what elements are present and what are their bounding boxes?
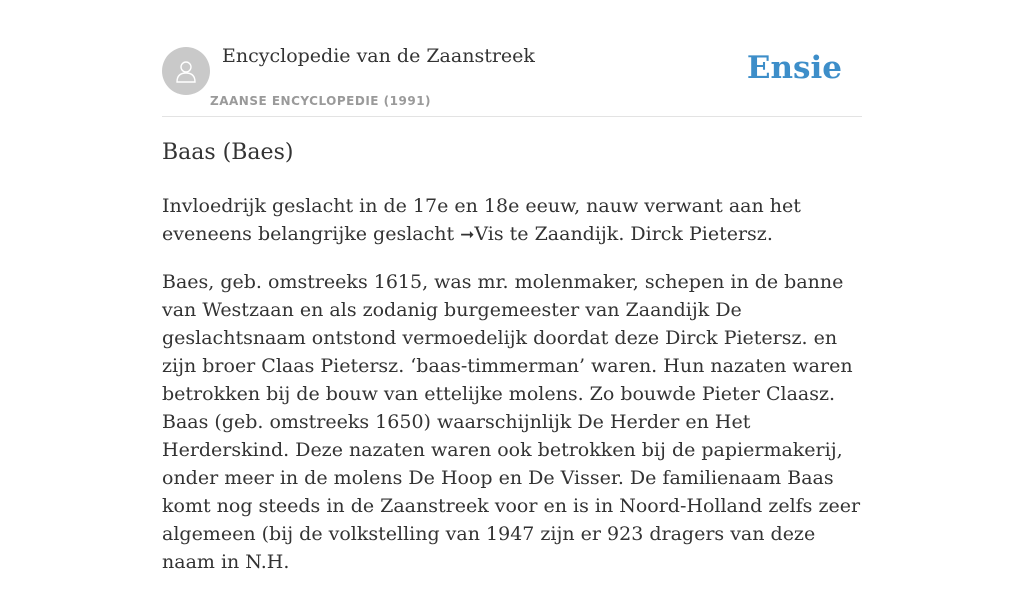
book-header (162, 0, 862, 117)
avatar[interactable] (162, 47, 210, 95)
user-icon (172, 57, 200, 85)
paragraph-1-text: Invloedrijk geslacht in de 17e en 18e eeuw, nauw verwant aan het eveneens belangrijke geslacht (162, 195, 801, 245)
brand-logo[interactable]: Ensie (746, 50, 842, 86)
entry-title: Baas (Baes) (162, 140, 294, 165)
page (162, 0, 862, 573)
book-subtitle[interactable]: ZAANSE ENCYCLOPEDIE (1991) (210, 94, 432, 108)
cross-reference-label: Vis (474, 223, 504, 245)
cross-reference-link[interactable] (460, 223, 503, 245)
entry-body (162, 192, 862, 595)
book-title[interactable]: Encyclopedie van de Zaanstreek (222, 45, 535, 67)
arrow-right-icon: ➞ (460, 225, 475, 245)
paragraph-2: Baes, geb. omstreeks 1615, was mr. molenmaker, schepen in de banne van Westzaan en als zodanig burgemeester van Zaandijk De geslachtsnaam ontstond vermoedelijk doordat deze Dirck Pietersz. en zijn broer Claas Pietersz. ‘baas-timmerman’ waren. Hun nazaten waren betrokken bij de bouw van ettelijke molens. Zo bouwde Pieter Claasz. Baas (geb. omstreeks 1650) waarschijnlijk De Herder en Het Herderskind. Deze nazaten waren ook betrokken bij de papiermakerij, onder meer in de molens De Hoop en De Visser. De familienaam Baas komt nog steeds in de Zaanstreek voor en is in Noord-Holland zelfs zeer algemeen (bij de volkstelling van 1947 zijn er 923 dragers van deze naam in N.H. (162, 271, 861, 573)
paragraph-1 (162, 192, 862, 249)
paragraph-1-text-end: te Zaandijk. Dirck Pietersz. (503, 223, 773, 245)
